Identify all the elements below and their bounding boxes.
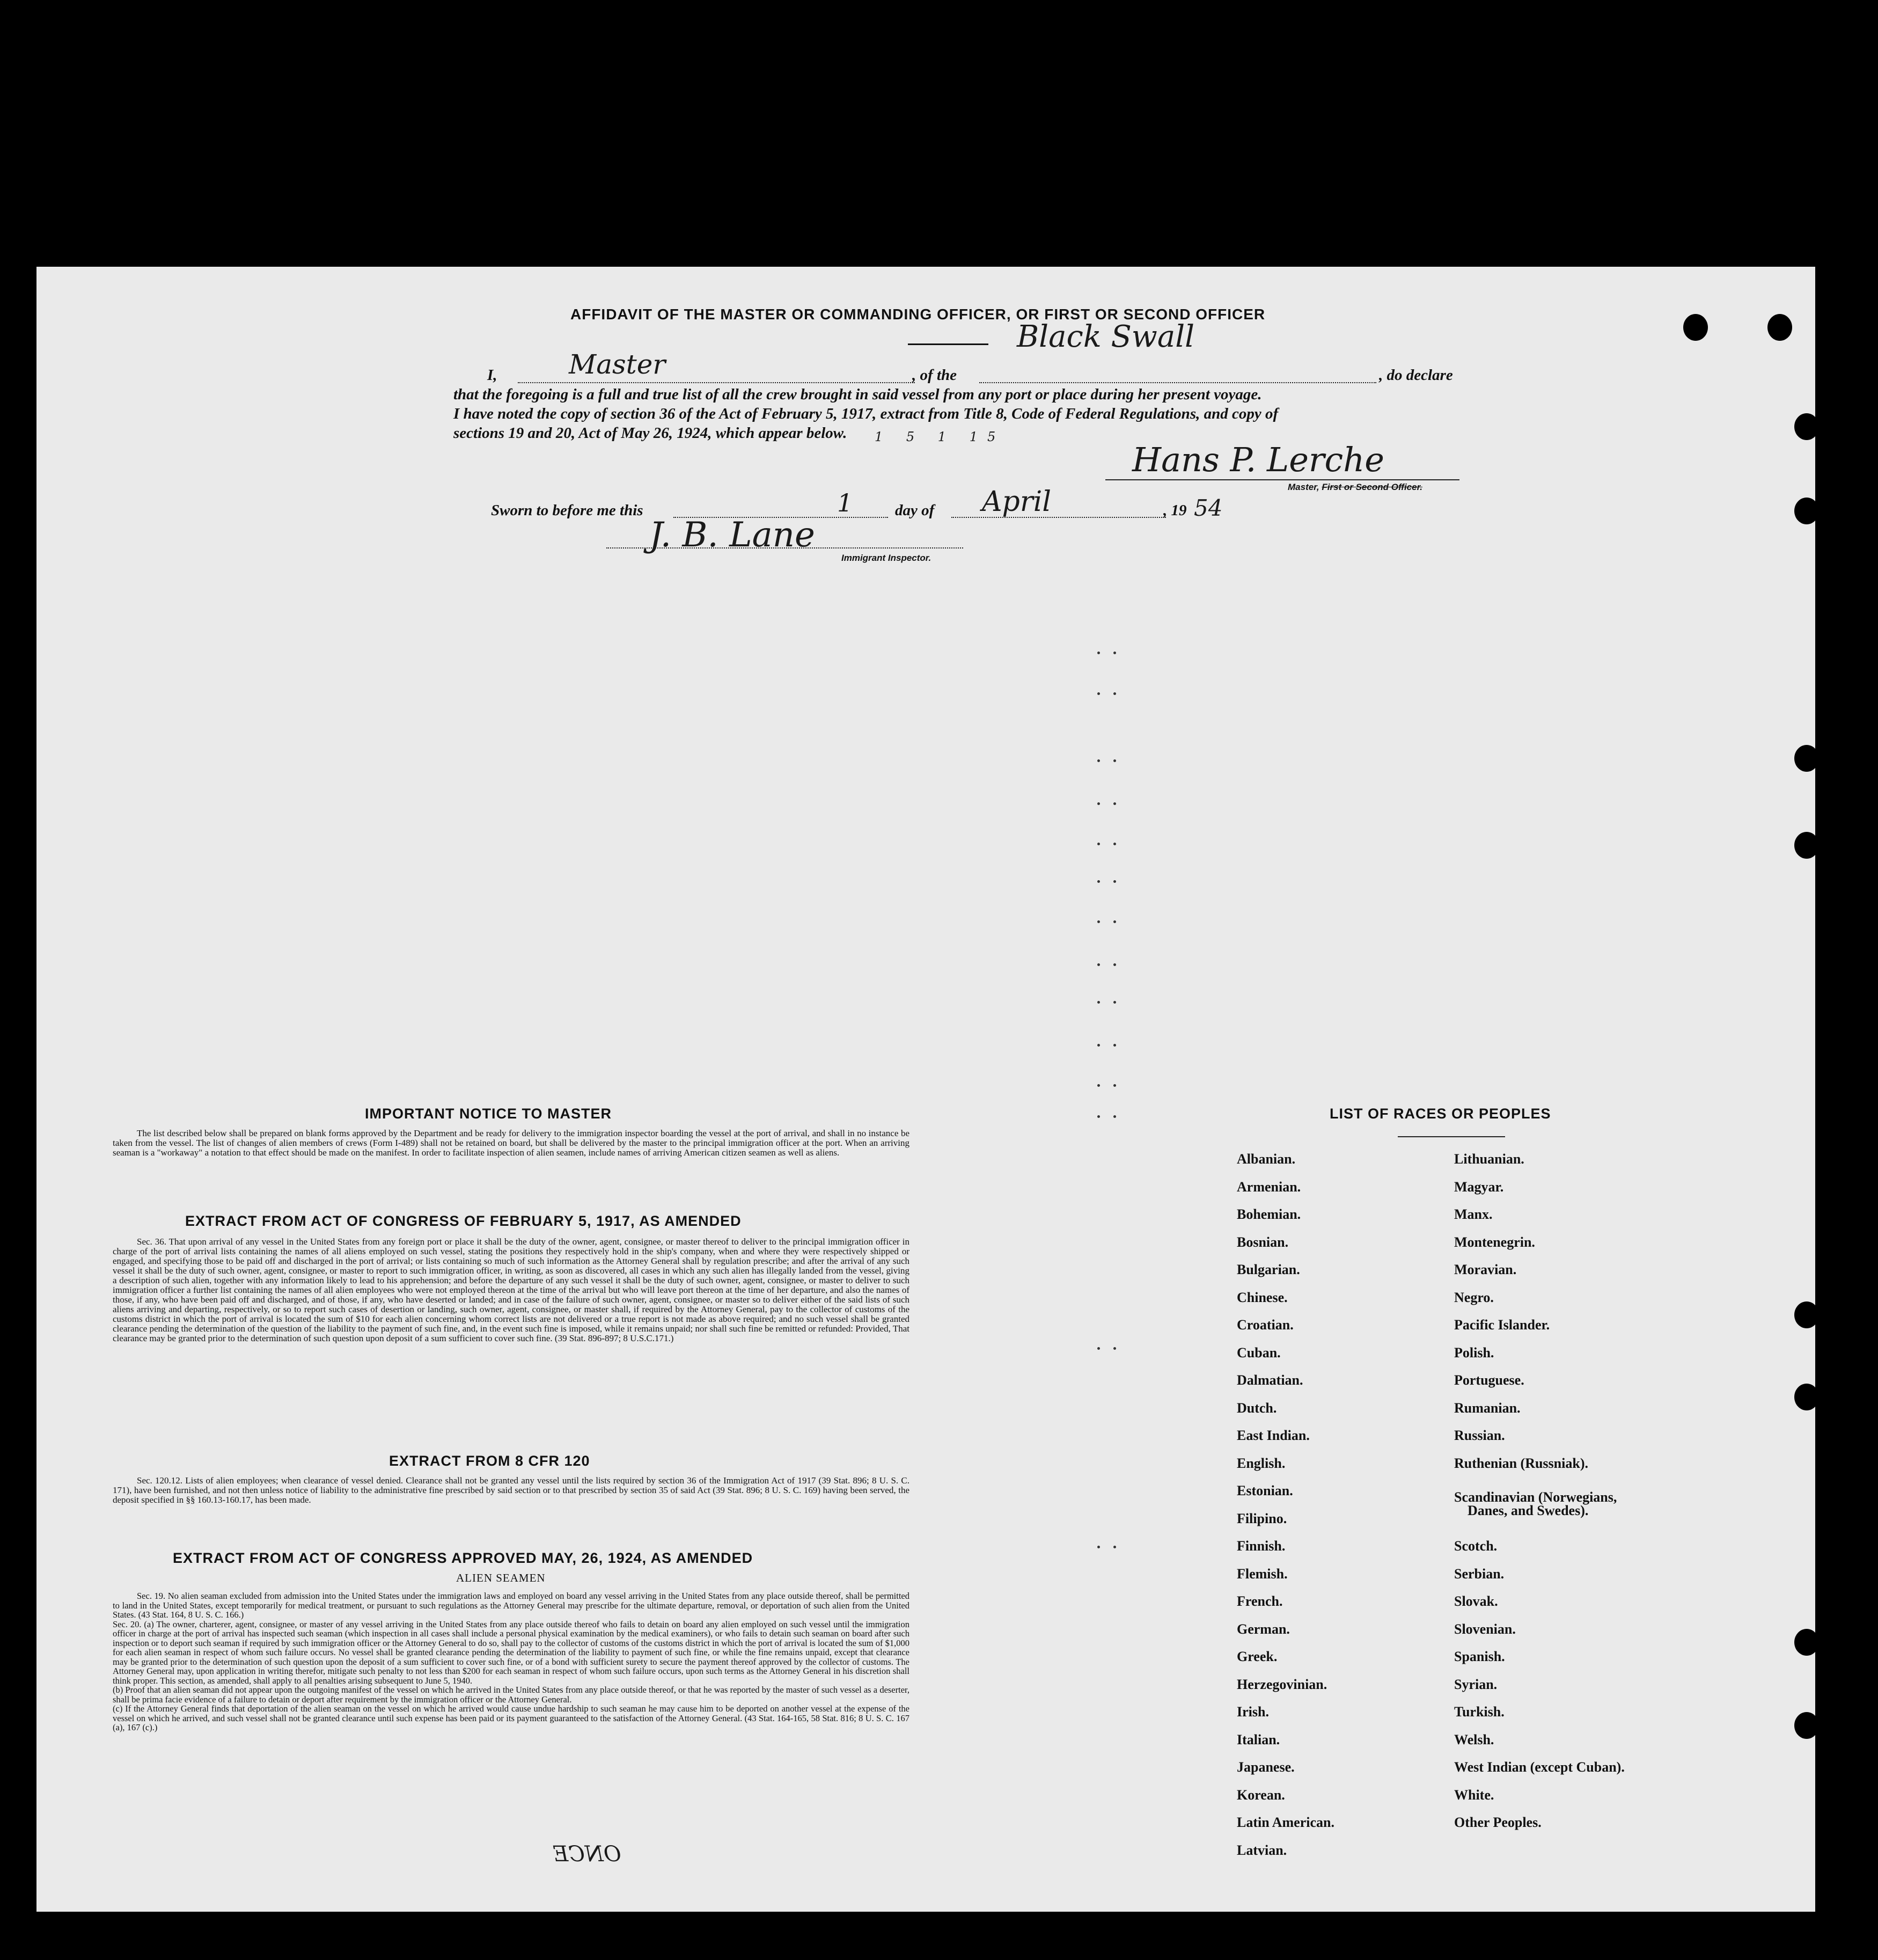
master-caption-text: Master, xyxy=(1288,482,1322,492)
extract-8cfr-body: Sec. 120.12. Lists of alien employees; when clearance of vessel denied. Clearance shall not be granted any vessel until the lists required by section 36 of the Immigration Act of 1917 (39 Stat. 896; 8 U. S. C. 171), have been furnished, and not then unless notice of liability to the administrative fine prescribed by said section or to that prescribed by section 35 of said Act (39 Stat. 896; 8 U. S. C. 169) having been served, the deposit specified in §§ 160.13-160.17, has been made. xyxy=(113,1475,909,1505)
binder-hole xyxy=(1794,498,1819,524)
sworn-label: Sworn to before me this xyxy=(491,502,643,519)
affidavit-title: AFFIDAVIT OF THE MASTER OR COMMANDING OFFICER, OR FIRST OR SECOND OFFICER xyxy=(570,306,1266,323)
extract-1924-body: Sec. 19. No alien seaman excluded from admission into the United States under the immigration laws and employed on board any vessel arriving in the United States from any place outside thereof, shall be permitted to land in the United States, except temporarily for medical treatment, or pursuant to such regulations as the Attorney General may prescribe for the ultimate departure, removal, or deportation of such alien from the United States. (43 Stat. 164, 8 U. S. C. 166.) Sec. 20. (a) The owner, charterer, agent, consignee, or master of any vessel arriving in the United States from any place outside thereof who fails to detain on board any alien employed on such vessel until the immigration officer in charge at the port of arrival has inspected such seaman (which inspection in all cases shall include a personal physical examination by the medical examiners), or who fails to detain such seaman on board after such inspection or to deport such seaman if required by such immigration officer or the Attorney General to do so, shall pay to the collector of customs of the customs district in which the port of arrival is located the sum of $1,000 for each alien seaman in respect of whom such failure occurs. No vessel shall be granted clearance pending the determination of the liability to payment of such fine, or while the fine remains unpaid, except that clearance may be granted prior to the determination of such question upon the deposit of a sum sufficient to cover such fine, or of a bond with sufficient surety to secure the payment thereof approved by the collector of customs. The Attorney General may, upon application in writing therefor, mitigate such penalty to not less than $200 for each seaman in respect of whom such failure occurs, upon such terms as the Attorney General in his discretion shall think proper. This section, as amended, shall apply to all penalties arising subsequent to June 5, 1940. (b) Proof that an alien seaman did not appear upon the outgoing manifest of the vessel on which he arrived in the United States from any place outside thereof, or that he was reported by the master of such vessel as a deserter, shall be prima facie evidence of a failure to detain or deport after requirement by the immigration officer or the Attorney General. (c) If the Attorney General finds that deportation of the alien seaman on the vessel on which he arrived would cause undue hardship to such seaman he may cause him to be deported on another vessel at the expense of the vessel on which he arrived, and such vessel shall not be granted clearance until such expense has been paid or its payment guaranteed to the satisfaction of the Attorney General. (43 Stat. 164-165, 58 Stat. 816; 8 U. S. C. 167 (a), 167 (c).) xyxy=(113,1591,909,1732)
race-right-item: Manx. xyxy=(1454,1206,1493,1222)
race-left-item: French. xyxy=(1237,1593,1283,1609)
race-left-item: Albanian. xyxy=(1237,1151,1296,1167)
binder-hole xyxy=(1794,1629,1819,1656)
residue-dot xyxy=(1097,692,1100,695)
race-right-item: Slovenian. xyxy=(1454,1621,1516,1637)
residue-dot xyxy=(1113,1044,1116,1047)
residue-dot xyxy=(1097,963,1100,966)
binder-hole xyxy=(1794,832,1819,859)
race-right-item: Pacific Islander. xyxy=(1454,1317,1550,1333)
residue-dot xyxy=(1113,963,1116,966)
residue-dot xyxy=(1113,920,1116,923)
race-left-item: Bohemian. xyxy=(1237,1206,1301,1222)
race-right-item: Moravian. xyxy=(1454,1262,1517,1277)
master-handwritten: Master xyxy=(569,349,666,380)
vessel-top-line xyxy=(908,343,988,345)
notice-body: The list described below shall be prepared on blank forms approved by the Department and be ready for delivery to the immigration inspector boarding the vessel at the port of arrival, and shall in no instance be taken from the vessel. The list of changes of alien members of crews (Form I-489) shall not be retained on board, but shall be delivered by the master to the principal immigration officer at the port. When an arriving seaman is a "workaway" a notation to that effect should be made on the manifest. In order to facilitate inspection of alien seamen, include names of arriving American citizen seamen as well as aliens. xyxy=(113,1128,909,1158)
race-right-item: Russian. xyxy=(1454,1428,1505,1443)
extract-1917-body: Sec. 36. That upon arrival of any vessel in the United States from any foreign port or place it shall be the duty of the owner, agent, consignee, or master thereof to deliver to the principal immigration officer in charge of the port of arrival lists containing the names of all aliens employed on such vessel, stating the positions they respectively hold in the ship's company, when and where they were respectively shipped or engaged, and specifying those to be paid off and discharged in the port of arrival; or lists containing so much of such information as the Attorney General shall by regulation prescribe; and after the arrival of any such vessel it shall be the duty of such owner, agent, consignee, or master to report to such immigration officer, in writing, as soon as discovered, all cases in which any such alien has illegally landed from the vessel, giving a description of such alien, together with any information likely to lead to his apprehension; and before the departure of any such vessel it shall be the duty of such owner, agent, consignee, or master to deliver to such immigration officer a further list containing the names of all alien employees who were not employed thereon at the time of the arrival but who will leave port thereon at the time of her departure, and also the names of those, if any, who have been paid off and discharged, and of those, if any, who have deserted or landed; and in case of the failure of such owner, agent, consignee, or master so to deliver either of the said lists of such aliens arriving and departing, respectively, or so to report such cases of desertion or landing, such owner, agent, consignee, or master shall, if required by the Attorney General, pay to the collector of customs of the customs district in which the port of arrival is located the sum of $10 for each alien concerning whom correct lists are not delivered or a true report is not made as above required; and no such vessel shall be granted clearance pending the determination of the question of the liability to the payment of such fine, and, in the event such fine is imposed, while it remains unpaid; nor shall such fine be remitted or refunded: Provided, That clearance may be granted prior to the determination of such question upon deposit of a sum sufficient to cover such fine. (39 Stat. 896-897; 8 U.S.C.171.) xyxy=(113,1237,909,1343)
race-left-item: Latvian. xyxy=(1237,1842,1287,1858)
residue-dot xyxy=(1097,759,1100,762)
binder-hole xyxy=(1683,314,1708,341)
residue-dot xyxy=(1113,652,1116,654)
residue-dot xyxy=(1097,1546,1100,1548)
notice-title: IMPORTANT NOTICE TO MASTER xyxy=(365,1106,612,1122)
year-value: 54 xyxy=(1194,495,1223,521)
residue-dot xyxy=(1113,692,1116,695)
race-left-item: Greek. xyxy=(1237,1649,1278,1664)
race-left-item: Dalmatian. xyxy=(1237,1372,1303,1388)
race-right-item: Slovak. xyxy=(1454,1593,1498,1609)
race-left-item: Irish. xyxy=(1237,1704,1269,1720)
residue-dot xyxy=(1097,1084,1100,1087)
binder-hole xyxy=(1794,1301,1819,1328)
race-left-item: German. xyxy=(1237,1621,1290,1637)
residue-dot xyxy=(1113,843,1116,845)
month-value: April xyxy=(982,486,1051,518)
race-left-item: Estonian. xyxy=(1237,1483,1293,1498)
race-left-item: Bulgarian. xyxy=(1237,1262,1300,1277)
race-right-item: Portuguese. xyxy=(1454,1372,1524,1388)
year-prefix: , 19 xyxy=(1163,502,1187,519)
race-left-item: Cuban. xyxy=(1237,1345,1281,1361)
race-right-item: Other Peoples. xyxy=(1454,1815,1542,1830)
race-left-item: Japanese. xyxy=(1237,1759,1295,1775)
residue-dot xyxy=(1113,759,1116,762)
residue-dot xyxy=(1097,843,1100,845)
race-right-item: Spanish. xyxy=(1454,1649,1505,1664)
race-right-item: Negro. xyxy=(1454,1290,1494,1305)
extract-1924-title: EXTRACT FROM ACT OF CONGRESS APPROVED MAY, 26, 1924, AS AMENDED xyxy=(173,1550,753,1566)
binder-hole xyxy=(1794,745,1819,772)
residue-dot xyxy=(1113,802,1116,805)
race-right-item: Scandinavian (Norwegians, xyxy=(1454,1489,1617,1505)
inspector-caption: Immigrant Inspector. xyxy=(841,553,931,563)
master-line xyxy=(518,382,915,383)
extract-8cfr-title: EXTRACT FROM 8 CFR 120 xyxy=(389,1453,590,1469)
residue-dot xyxy=(1097,1044,1100,1047)
declaration-line-3: I have noted the copy of section 36 of the Act of February 5, 1917, extract from Title 8, Code of Federal Regulations, and copy of xyxy=(453,405,1279,422)
race-left-item: Herzegovinian. xyxy=(1237,1677,1327,1692)
race-left-item: Croatian. xyxy=(1237,1317,1294,1333)
residue-dot xyxy=(1097,1347,1100,1350)
residue-dot xyxy=(1113,1084,1116,1087)
extract-1917-title: EXTRACT FROM ACT OF CONGRESS OF FEBRUARY 5, 1917, AS AMENDED xyxy=(185,1213,742,1229)
race-left-item: Korean. xyxy=(1237,1787,1285,1803)
races-title-underline xyxy=(1398,1136,1505,1137)
residue-dot xyxy=(1113,1546,1116,1548)
race-right-item: Magyar. xyxy=(1454,1179,1504,1195)
residue-dot xyxy=(1097,1115,1100,1118)
race-right-item: Montenegrin. xyxy=(1454,1234,1535,1250)
day-of-label: day of xyxy=(895,502,935,519)
day-value: 1 xyxy=(837,488,853,517)
residue-dot xyxy=(1097,652,1100,654)
race-left-item: Latin American. xyxy=(1237,1815,1334,1830)
declaration-line-4: sections 19 and 20, Act of May 26, 1924, which appear below. xyxy=(453,425,847,442)
race-left-item: Flemish. xyxy=(1237,1566,1288,1582)
residue-dot xyxy=(1097,920,1100,923)
residue-dot xyxy=(1113,880,1116,883)
residue-dot xyxy=(1097,1001,1100,1004)
race-right-item: Danes, and Swedes). xyxy=(1468,1503,1589,1518)
race-left-item: Filipino. xyxy=(1237,1511,1287,1526)
binder-hole xyxy=(1767,314,1792,341)
race-right-item: White. xyxy=(1454,1787,1494,1803)
race-right-item: Serbian. xyxy=(1454,1566,1505,1582)
inspector-line xyxy=(606,547,963,548)
residue-dot xyxy=(1113,1115,1116,1118)
of-the-label: , of the xyxy=(912,367,957,384)
declaration-line-2: that the foregoing is a full and true list of all the crew brought in said vessel from any port or place during her present voyage. xyxy=(453,386,1262,403)
race-right-item: Polish. xyxy=(1454,1345,1494,1361)
master-signature: Hans P. Lerche xyxy=(1132,440,1384,479)
extract-1924-subtitle: ALIEN SEAMEN xyxy=(456,1571,546,1584)
race-left-item: English. xyxy=(1237,1456,1286,1471)
race-left-item: Armenian. xyxy=(1237,1179,1301,1195)
binder-hole xyxy=(1794,413,1819,440)
once-stamp: ONCE xyxy=(553,1842,621,1867)
race-right-item: Rumanian. xyxy=(1454,1400,1521,1416)
races-title: LIST OF RACES OR PEOPLES xyxy=(1330,1106,1551,1122)
race-left-item: Chinese. xyxy=(1237,1290,1288,1305)
race-left-item: Bosnian. xyxy=(1237,1234,1289,1250)
race-left-item: East Indian. xyxy=(1237,1428,1310,1443)
master-signature-line xyxy=(1105,479,1459,480)
inspector-signature: J. B. Lane xyxy=(649,515,815,555)
residue-dot xyxy=(1097,880,1100,883)
race-right-item: West Indian (except Cuban). xyxy=(1454,1759,1625,1775)
vessel-line xyxy=(979,382,1376,383)
race-left-item: Italian. xyxy=(1237,1732,1280,1747)
race-right-item: Scotch. xyxy=(1454,1538,1498,1554)
residue-dot xyxy=(1097,802,1100,805)
do-declare-label: , do declare xyxy=(1379,367,1453,384)
residue-dot xyxy=(1113,1001,1116,1004)
margin-note: 1 5 1 15 xyxy=(875,429,1006,444)
race-right-item: Welsh. xyxy=(1454,1732,1494,1747)
race-right-item: Syrian. xyxy=(1454,1677,1498,1692)
i-label: I, xyxy=(487,367,497,384)
binder-hole xyxy=(1794,1712,1819,1739)
race-left-item: Finnish. xyxy=(1237,1538,1286,1554)
race-left-item: Dutch. xyxy=(1237,1400,1277,1416)
master-caption xyxy=(1288,482,1422,493)
residue-dot xyxy=(1113,1347,1116,1350)
struck-caption-text: First or Second Officer. xyxy=(1322,482,1422,492)
race-right-item: Turkish. xyxy=(1454,1704,1505,1720)
race-right-item: Ruthenian (Russniak). xyxy=(1454,1456,1588,1471)
race-right-item: Lithuanian. xyxy=(1454,1151,1524,1167)
vessel-handwritten: Black Swall xyxy=(1017,319,1195,354)
binder-hole xyxy=(1794,1384,1819,1410)
